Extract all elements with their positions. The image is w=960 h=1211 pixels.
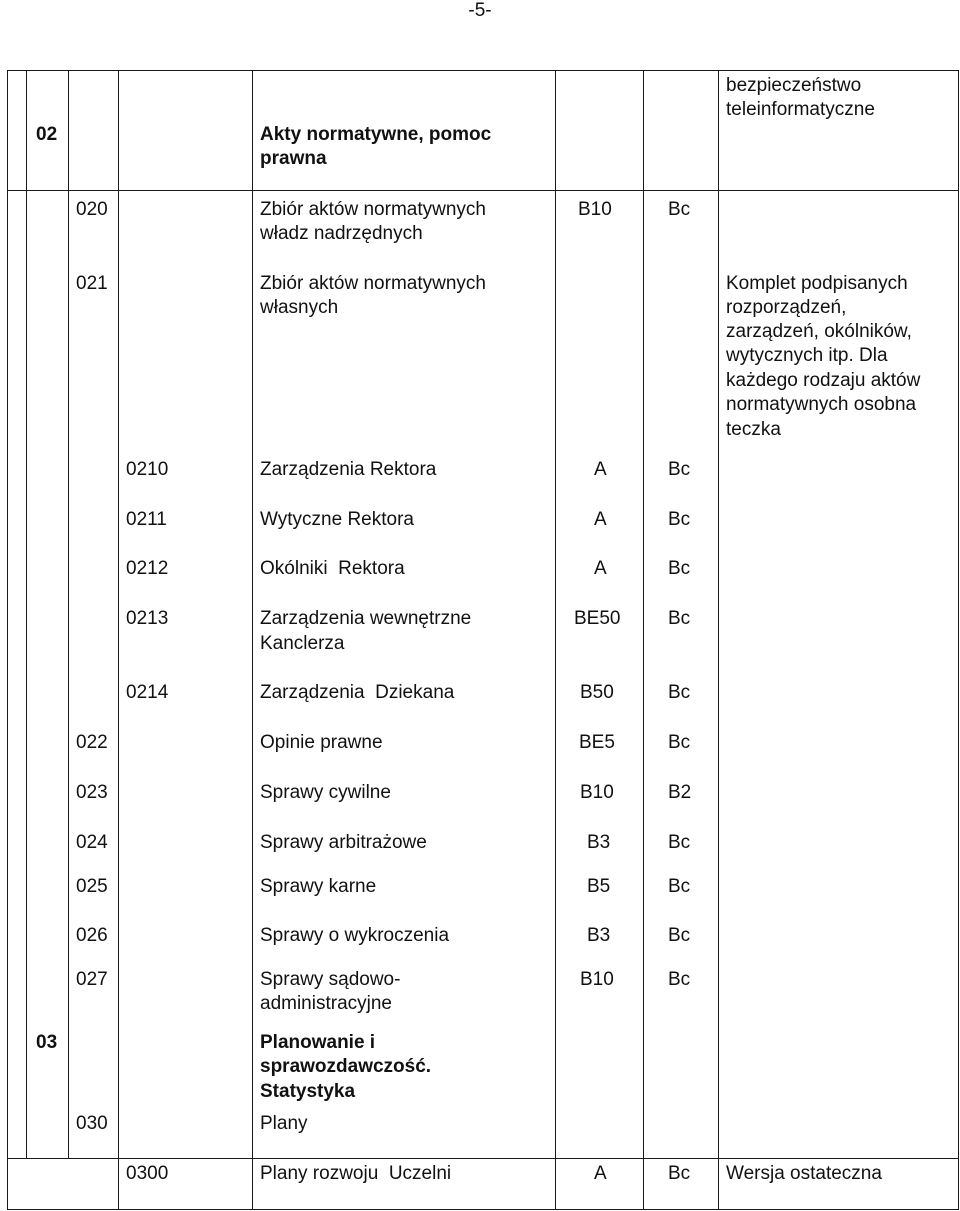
archive-category: Bc — [668, 832, 691, 853]
row-title: Sprawy o wykroczenia — [260, 925, 450, 946]
row-code: 020 — [76, 199, 108, 220]
row-title: Planowanie i — [260, 1032, 376, 1053]
archive-category: Bc — [668, 199, 691, 220]
archive-category: A — [594, 459, 607, 480]
note-text: bezpieczeństwo — [726, 75, 862, 96]
row-code: 030 — [76, 1113, 108, 1134]
row-title: Sprawy sądowo- — [260, 969, 401, 990]
row-code: 0213 — [126, 608, 169, 629]
archive-category: A — [594, 558, 607, 579]
archive-category: Bc — [668, 732, 691, 753]
row-title: Kanclerza — [260, 633, 345, 654]
row-divider — [7, 1158, 959, 1159]
note-text: wytycznych itp. Dla — [726, 345, 888, 366]
page-number: -5- — [468, 0, 492, 21]
row-title: Zbiór aktów normatywnych — [260, 199, 486, 220]
row-title: własnych — [260, 297, 339, 318]
row-title: Zbiór aktów normatywnych — [260, 273, 486, 294]
row-code: 0210 — [126, 459, 169, 480]
row-title: Plany — [260, 1113, 308, 1134]
row-title: prawna — [260, 148, 327, 169]
archive-category: B10 — [580, 782, 614, 803]
archive-category: A — [594, 1163, 607, 1184]
row-title: Plany rozwoju Uczelni — [260, 1163, 452, 1184]
col-divider — [68, 70, 69, 1158]
row-code: 02 — [36, 124, 58, 145]
archive-category: BE5 — [579, 732, 615, 753]
note-text: zarządzeń, okólników, — [726, 321, 912, 342]
archive-category: BE50 — [574, 608, 621, 629]
row-code: 025 — [76, 876, 108, 897]
row-code: 022 — [76, 732, 108, 753]
note-text: teczka — [726, 419, 781, 440]
row-divider — [7, 70, 959, 71]
row-title: Zarządzenia Rektora — [260, 459, 437, 480]
row-title: Opinie prawne — [260, 732, 383, 753]
row-title: Sprawy cywilne — [260, 782, 391, 803]
row-title: Statystyka — [260, 1081, 356, 1102]
row-title: Akty normatywne, pomoc — [260, 124, 492, 145]
archive-category: Bc — [668, 969, 691, 990]
note-text: każdego rodzaju aktów — [726, 370, 921, 391]
col-divider — [26, 70, 27, 1158]
archive-category: Bc — [668, 1163, 691, 1184]
row-title: administracyjne — [260, 993, 392, 1014]
archive-category: Bc — [668, 682, 691, 703]
col-divider — [643, 70, 644, 1210]
note-text: rozporządzeń, — [726, 297, 847, 318]
note-text: teleinformatyczne — [726, 99, 875, 120]
row-title: Zarządzenia Dziekana — [260, 682, 455, 703]
row-title: Zarządzenia wewnętrzne — [260, 608, 472, 629]
archive-category: Bc — [668, 459, 691, 480]
row-code: 0211 — [126, 509, 167, 530]
row-title: sprawozdawczość. — [260, 1056, 432, 1077]
col-divider — [718, 70, 719, 1210]
archive-category: B10 — [580, 969, 614, 990]
row-code: 027 — [76, 969, 108, 990]
row-title: Sprawy arbitrażowe — [260, 832, 427, 853]
col-divider — [118, 70, 119, 1210]
table-border-left — [7, 70, 8, 1210]
note-text: Komplet podpisanych — [726, 273, 908, 294]
row-title: Wytyczne Rektora — [260, 509, 414, 530]
archive-category: B3 — [587, 925, 611, 946]
archive-category: Bc — [668, 925, 691, 946]
row-code: 023 — [76, 782, 108, 803]
row-code: 0214 — [126, 682, 169, 703]
row-code: 021 — [76, 273, 108, 294]
row-code: 0300 — [126, 1163, 169, 1184]
note-text: normatywnych osobna — [726, 394, 917, 415]
archive-category: B5 — [587, 876, 611, 897]
row-code: 024 — [76, 832, 108, 853]
archive-category: A — [594, 509, 607, 530]
archive-category: Bc — [668, 558, 691, 579]
archive-category: Bc — [668, 509, 691, 530]
table-border-bottom — [7, 1209, 959, 1210]
row-title: Okólniki Rektora — [260, 558, 405, 579]
table-border-right — [958, 70, 959, 1210]
archive-category: Bc — [668, 608, 691, 629]
row-divider — [7, 190, 959, 191]
row-code: 03 — [36, 1032, 58, 1053]
row-code: 0212 — [126, 558, 169, 579]
row-title: Sprawy karne — [260, 876, 377, 897]
archive-category: B2 — [668, 782, 692, 803]
row-code: 026 — [76, 925, 108, 946]
note-text: Wersja ostateczna — [726, 1163, 882, 1184]
row-title: władz nadrzędnych — [260, 223, 423, 244]
archive-category: B3 — [587, 832, 611, 853]
col-divider — [252, 70, 253, 1210]
archive-category: B10 — [578, 199, 612, 220]
col-divider — [555, 70, 556, 1210]
archive-category: Bc — [668, 876, 691, 897]
archive-category: B50 — [580, 682, 614, 703]
